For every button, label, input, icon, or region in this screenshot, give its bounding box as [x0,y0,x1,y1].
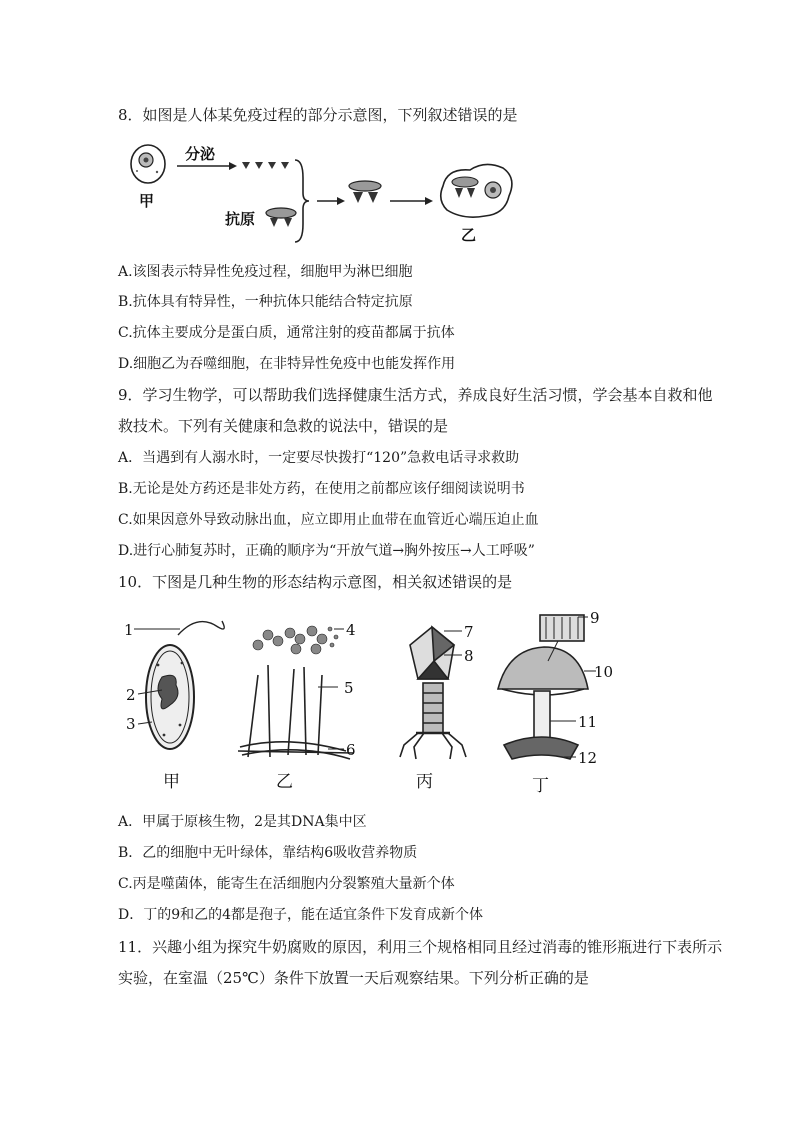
q11-stem-line2: 实验，在室温（25℃）条件下放置一天后观察结果。下列分析正确的是 [118,969,589,987]
q10-option-d[interactable]: D．丁的9和乙的4都是孢子，能在适宜条件下发育成新个体 [118,907,484,923]
q9-option-c[interactable]: C.如果因意外导致动脉出血，应立即用止血带在血管近心端压迫止血 [118,512,539,528]
name-bing: 丙 [416,772,433,792]
num-9: 9 [590,609,600,627]
cell-b-label: 乙 [461,226,477,244]
name-yi: 乙 [276,772,293,792]
num-7: 7 [464,623,474,641]
num-3: 3 [126,715,136,733]
q8-option-b[interactable]: B.抗体具有特异性，一种抗体只能结合特定抗原 [118,294,413,310]
num-2: 2 [126,686,136,704]
cell-a-icon [131,145,165,183]
q9-stem-line2: 救技术。下列有关健康和急救的说法中，错误的是 [118,417,449,435]
num-6: 6 [346,741,356,759]
antigen-antibody-complex-icon [349,181,381,203]
secrete-label: 分泌 [185,145,216,163]
spore-clusters-icon [253,626,338,654]
q10-option-c[interactable]: C.丙是噬菌体，能寄生在活细胞内分裂繁殖大量新个体 [118,876,455,892]
q8-option-a[interactable]: A.该图表示特异性免疫过程，细胞甲为淋巴细胞 [118,264,413,280]
q9-option-a[interactable]: A．当遇到有人溺水时，一定要尽快拨打“120”急救电话寻求救助 [118,450,520,466]
mushroom-icon [498,615,588,759]
antibody-icons [242,162,289,169]
q8-stem: 8．如图是人体某免疫过程的部分示意图，下列叙述错误的是 [118,106,518,124]
q11-stem-line1: 11．兴趣小组为探究牛奶腐败的原因，利用三个规格相同且经过消毒的锥形瓶进行下表所示 [118,938,723,956]
bacteriophage-icon [400,627,466,759]
q8-option-d[interactable]: D.细胞乙为吞噬细胞，在非特异性免疫中也能发挥作用 [118,356,456,372]
num-4: 4 [346,621,356,639]
num-12: 12 [578,749,598,767]
num-11: 11 [578,713,598,731]
bacterium-icon [146,621,224,749]
name-jia: 甲 [163,772,180,792]
q10-option-b[interactable]: B．乙的细胞中无叶绿体，靠结构6吸收营养物质 [118,845,418,861]
num-10: 10 [594,663,614,681]
name-ding: 丁 [532,776,549,796]
cell-a-label: 甲 [139,192,155,210]
num-8: 8 [464,647,474,665]
mold-icon [238,665,354,759]
antigen-label: 抗原 [225,210,256,228]
num-5: 5 [344,679,354,697]
q8-option-c[interactable]: C.抗体主要成分是蛋白质，通常注射的疫苗都属于抗体 [118,325,455,341]
q9-option-d[interactable]: D.进行心肺复苏时，正确的顺序为“开放气道→胸外按压→人工呼吸” [118,543,535,559]
q10-organisms-figure [118,605,614,797]
antigen-icon [266,208,296,227]
q9-stem-line1: 9．学习生物学，可以帮助我们选择健康生活方式，养成良好生活习惯，学会基本自救和他 [118,386,713,404]
q9-option-b[interactable]: B.无论是处方药还是非处方药，在使用之前都应该仔细阅读说明书 [118,481,525,497]
phagocyte-icon [441,164,512,217]
q10-stem: 10．下图是几种生物的形态结构示意图，相关叙述错误的是 [118,573,513,591]
q10-option-a[interactable]: A．甲属于原核生物，2是其DNA集中区 [118,814,367,830]
num-1: 1 [124,621,134,639]
q8-immune-figure [125,138,525,248]
